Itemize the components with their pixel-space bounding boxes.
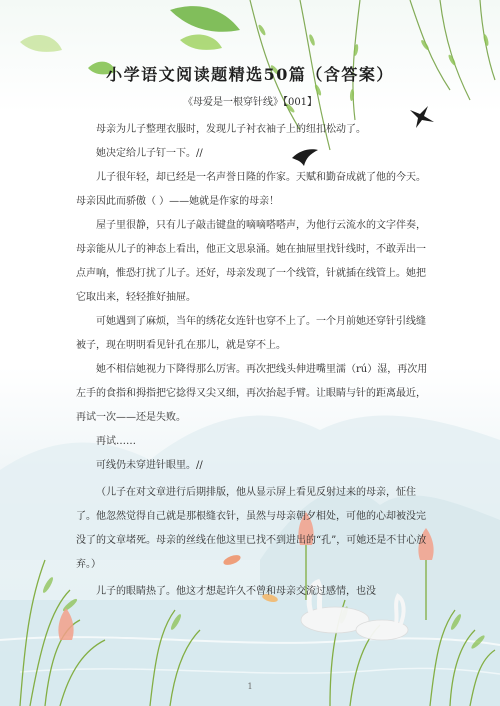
paragraph: 儿子的眼睛热了。他这才想起许久不曾和母亲交流过感情，也没: [96, 586, 376, 597]
paragraph: 儿子很年轻，却已经是一名声誉日隆的作家。天赋和勤奋成就了他的今天。母亲因此而骄傲（ ）——她就是作家的母亲！: [76, 172, 426, 207]
paragraph: 母亲为儿子整理衣服时，发现儿子衬衣袖子上的纽扣松动了。: [96, 124, 366, 135]
leaf-icon: [180, 34, 222, 49]
page-number: 1: [247, 682, 253, 691]
paragraph: 屋子里很静，只有儿子敲击键盘的嘀嘀嗒嗒声，为他行云流水的文字伴奏，母亲能从儿子的神态上看出，他正文思泉涌。她在抽屉里找针线时，不敢弄出一点声响，惟恐打扰了儿子。还好，母亲发现了一个线管，针就插在线管上。她把它取出来，轻轻推好抽屉。: [76, 220, 426, 303]
paragraph: 她决定给儿子钉一下。//: [96, 148, 203, 159]
paragraph: 可她遇到了麻烦，当年的绣花女连针也穿不上了。一个月前她还穿针引线缝被子，现在明明看见针孔在那儿，就是穿不上。: [76, 316, 426, 351]
paragraph: 再试……: [96, 436, 136, 447]
paragraph: 可线仍未穿进针眼里。//: [96, 460, 203, 471]
document-subtitle: 《母爱是一根穿针线》【001】: [182, 97, 318, 108]
paragraph-parenthetical: （儿子在对文章进行后期排版，他从显示屏上看见反射过来的母亲，怔住了。他忽然觉得自己就是那根缝衣针，虽然与母亲朝夕相处，可他的心却被没完没了的文章堵死。母亲的丝线在他这里已找不到进出的“孔”，可她还是不甘心放弃。）: [76, 487, 427, 570]
leaf-icon: [20, 35, 62, 52]
leaf-icon: [170, 6, 240, 32]
paragraph: 她不相信她视力下降得那么厉害。再次把线头伸进嘴里濡（rú）湿，再次用左手的食指和拇指把它捻得又尖又细，再次抬起手臂。让眼睛与针的距离最近，再试一次——还是失败。: [76, 364, 428, 423]
document-title: 小学语文阅读题精选50篇（含答案）: [106, 65, 394, 84]
